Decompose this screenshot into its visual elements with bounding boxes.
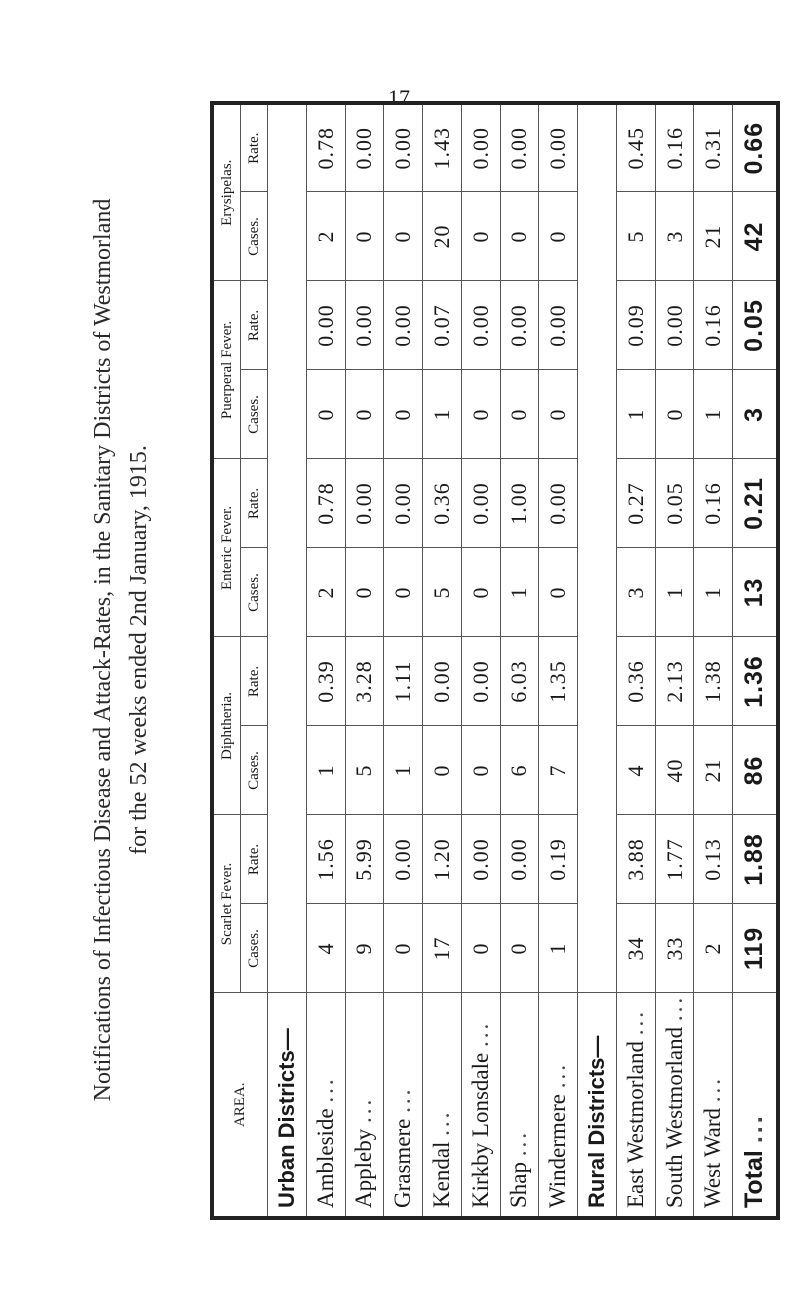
area-name: South Westmorland ...: [655, 993, 694, 1218]
erysipelas-cases: 0: [345, 192, 384, 281]
puerperal-cases: 0: [306, 370, 345, 459]
section-heading-rural: Rural Districts—: [578, 993, 617, 1218]
enteric-rate: 0.27: [616, 459, 655, 548]
erysipelas-cases-total: 42: [733, 192, 778, 281]
erysipelas-rate: 0.16: [655, 103, 694, 192]
diphtheria-cases: 21: [694, 726, 733, 815]
enteric-cases: 0: [345, 548, 384, 637]
diphtheria-rate: 2.13: [655, 637, 694, 726]
group-header-scarlet-fever: Scarlet Fever.: [212, 815, 241, 993]
erysipelas-cases: 0: [500, 192, 539, 281]
table-row-west-ward: [694, 103, 733, 1218]
enteric-rate: 0.16: [694, 459, 733, 548]
puerperal-cases: 0: [345, 370, 384, 459]
area-name: Shap ...: [500, 993, 539, 1218]
puerperal-cases: 0: [384, 370, 423, 459]
diphtheria-cases: 0: [461, 726, 500, 815]
table-row-east-westmorland: [616, 103, 655, 1218]
enteric-rate: 0.00: [384, 459, 423, 548]
section-heading-urban: Urban Districts—: [268, 993, 307, 1218]
table-row-total: [733, 103, 778, 1218]
subheader-cases: Cases.: [241, 370, 268, 459]
scarlet-cases: 4: [306, 904, 345, 993]
enteric-rate: 0.78: [306, 459, 345, 548]
erysipelas-cases: 20: [423, 192, 462, 281]
scarlet-rate: 0.00: [500, 815, 539, 904]
subheader-rate: Rate.: [241, 637, 268, 726]
table-row-windermere: [539, 103, 578, 1218]
scarlet-rate: 1.77: [655, 815, 694, 904]
scarlet-rate: 0.13: [694, 815, 733, 904]
erysipelas-cases: 0: [384, 192, 423, 281]
table-row-shap: [500, 103, 539, 1218]
page-caption: [85, 45, 157, 1255]
diphtheria-rate-total: 1.36: [733, 637, 778, 726]
area-name: Kendal ...: [423, 993, 462, 1218]
diphtheria-rate: 0.00: [461, 637, 500, 726]
diphtheria-rate: 0.36: [616, 637, 655, 726]
erysipelas-rate: 0.78: [306, 103, 345, 192]
erysipelas-cases: 5: [616, 192, 655, 281]
puerperal-cases-total: 3: [733, 370, 778, 459]
group-header-diphtheria: Diphtheria.: [212, 637, 241, 815]
diphtheria-cases: 5: [345, 726, 384, 815]
puerperal-rate: 0.00: [345, 281, 384, 370]
erysipelas-rate: 0.00: [345, 103, 384, 192]
subheader-cases: Cases.: [241, 548, 268, 637]
scarlet-rate: 0.00: [384, 815, 423, 904]
enteric-cases: 0: [539, 548, 578, 637]
puerperal-rate: 0.16: [694, 281, 733, 370]
table-row-kirkby-lonsdale: [461, 103, 500, 1218]
infectious-disease-table: [210, 101, 780, 1220]
section-spacer: [268, 103, 307, 993]
table-row-kendal: [423, 103, 462, 1218]
enteric-cases: 0: [384, 548, 423, 637]
scarlet-cases: 0: [461, 904, 500, 993]
erysipelas-cases: 21: [694, 192, 733, 281]
group-header-enteric-fever: Enteric Fever.: [212, 459, 241, 637]
erysipelas-cases: 0: [539, 192, 578, 281]
diphtheria-rate: 3.28: [345, 637, 384, 726]
erysipelas-rate-total: 0.66: [733, 103, 778, 192]
enteric-cases-total: 13: [733, 548, 778, 637]
puerperal-cases: 1: [616, 370, 655, 459]
scarlet-cases: 0: [500, 904, 539, 993]
header-row-groups: [212, 103, 241, 1218]
enteric-cases: 2: [306, 548, 345, 637]
table-row-south-westmorland: [655, 103, 694, 1218]
table-row-appleby: [345, 103, 384, 1218]
subheader-rate: Rate.: [241, 815, 268, 904]
scarlet-cases: 17: [423, 904, 462, 993]
scarlet-cases: 34: [616, 904, 655, 993]
diphtheria-cases: 6: [500, 726, 539, 815]
subheader-cases: Cases.: [241, 904, 268, 993]
scarlet-cases: 9: [345, 904, 384, 993]
table-row-grasmere: [384, 103, 423, 1218]
diphtheria-cases-total: 86: [733, 726, 778, 815]
erysipelas-cases: 0: [461, 192, 500, 281]
caption-line-2: for the 52 weeks ended 2nd January, 1915.: [126, 445, 152, 855]
enteric-cases: 5: [423, 548, 462, 637]
section-spacer: [578, 103, 617, 993]
section-row-urban: [268, 103, 307, 1218]
enteric-rate: 0.36: [423, 459, 462, 548]
enteric-rate: 0.00: [345, 459, 384, 548]
total-label: Total ...: [733, 993, 778, 1218]
scarlet-rate: 5.99: [345, 815, 384, 904]
scarlet-cases: 33: [655, 904, 694, 993]
scarlet-cases: 1: [539, 904, 578, 993]
enteric-rate: 1.00: [500, 459, 539, 548]
page-number: 17: [388, 85, 410, 110]
caption-line-1: Notifications of Infectious Disease and Attack-Rates, in the Sanitary Districts of Westmorland: [90, 198, 116, 1102]
scarlet-rate: 0.00: [461, 815, 500, 904]
erysipelas-rate: 0.00: [461, 103, 500, 192]
area-name: Ambleside ...: [306, 993, 345, 1218]
subheader-rate: Rate.: [241, 281, 268, 370]
enteric-rate: 0.00: [539, 459, 578, 548]
puerperal-cases: 0: [461, 370, 500, 459]
diphtheria-cases: 4: [616, 726, 655, 815]
area-name: Kirkby Lonsdale ...: [461, 993, 500, 1218]
diphtheria-rate: 0.00: [423, 637, 462, 726]
diphtheria-cases: 7: [539, 726, 578, 815]
enteric-cases: 0: [461, 548, 500, 637]
puerperal-cases: 0: [655, 370, 694, 459]
puerperal-rate: 0.07: [423, 281, 462, 370]
erysipelas-rate: 1.43: [423, 103, 462, 192]
area-name: West Ward ...: [694, 993, 733, 1218]
puerperal-cases: 1: [423, 370, 462, 459]
enteric-rate-total: 0.21: [733, 459, 778, 548]
puerperal-rate: 0.00: [306, 281, 345, 370]
area-name: Windermere ...: [539, 993, 578, 1218]
rotated-table-container: [210, 105, 780, 1220]
diphtheria-cases: 1: [306, 726, 345, 815]
scarlet-cases: 2: [694, 904, 733, 993]
enteric-cases: 1: [655, 548, 694, 637]
subheader-cases: Cases.: [241, 726, 268, 815]
puerperal-cases: 1: [694, 370, 733, 459]
enteric-cases: 1: [500, 548, 539, 637]
section-row-rural: [578, 103, 617, 1218]
area-header: AREA.: [212, 993, 268, 1218]
scarlet-rate: 1.56: [306, 815, 345, 904]
erysipelas-rate: 0.00: [500, 103, 539, 192]
puerperal-cases: 0: [500, 370, 539, 459]
puerperal-cases: 0: [539, 370, 578, 459]
diphtheria-cases: 0: [423, 726, 462, 815]
subheader-rate: Rate.: [241, 103, 268, 192]
diphtheria-rate: 1.38: [694, 637, 733, 726]
diphtheria-cases: 40: [655, 726, 694, 815]
area-name: East Westmorland ...: [616, 993, 655, 1218]
diphtheria-rate: 1.11: [384, 637, 423, 726]
diphtheria-rate: 0.39: [306, 637, 345, 726]
scarlet-cases-total: 119: [733, 904, 778, 993]
puerperal-rate: 0.00: [461, 281, 500, 370]
scarlet-rate: 1.20: [423, 815, 462, 904]
puerperal-rate: 0.00: [539, 281, 578, 370]
puerperal-rate-total: 0.05: [733, 281, 778, 370]
diphtheria-cases: 1: [384, 726, 423, 815]
scarlet-rate-total: 1.88: [733, 815, 778, 904]
group-header-erysipelas: Erysipelas.: [212, 103, 241, 281]
puerperal-rate: 0.09: [616, 281, 655, 370]
subheader-rate: Rate.: [241, 459, 268, 548]
erysipelas-cases: 3: [655, 192, 694, 281]
area-name: Appleby ...: [345, 993, 384, 1218]
enteric-cases: 3: [616, 548, 655, 637]
group-header-puerperal-fever: Puerperal Fever.: [212, 281, 241, 459]
area-name: Grasmere ...: [384, 993, 423, 1218]
subheader-cases: Cases.: [241, 192, 268, 281]
puerperal-rate: 0.00: [500, 281, 539, 370]
enteric-rate: 0.05: [655, 459, 694, 548]
puerperal-rate: 0.00: [655, 281, 694, 370]
puerperal-rate: 0.00: [384, 281, 423, 370]
erysipelas-rate: 0.00: [539, 103, 578, 192]
erysipelas-cases: 2: [306, 192, 345, 281]
scarlet-rate: 0.19: [539, 815, 578, 904]
scarlet-rate: 3.88: [616, 815, 655, 904]
scarlet-cases: 0: [384, 904, 423, 993]
erysipelas-rate: 0.31: [694, 103, 733, 192]
erysipelas-rate: 0.00: [384, 103, 423, 192]
erysipelas-rate: 0.45: [616, 103, 655, 192]
diphtheria-rate: 1.35: [539, 637, 578, 726]
enteric-rate: 0.00: [461, 459, 500, 548]
table-row-ambleside: [306, 103, 345, 1218]
enteric-cases: 1: [694, 548, 733, 637]
diphtheria-rate: 6.03: [500, 637, 539, 726]
